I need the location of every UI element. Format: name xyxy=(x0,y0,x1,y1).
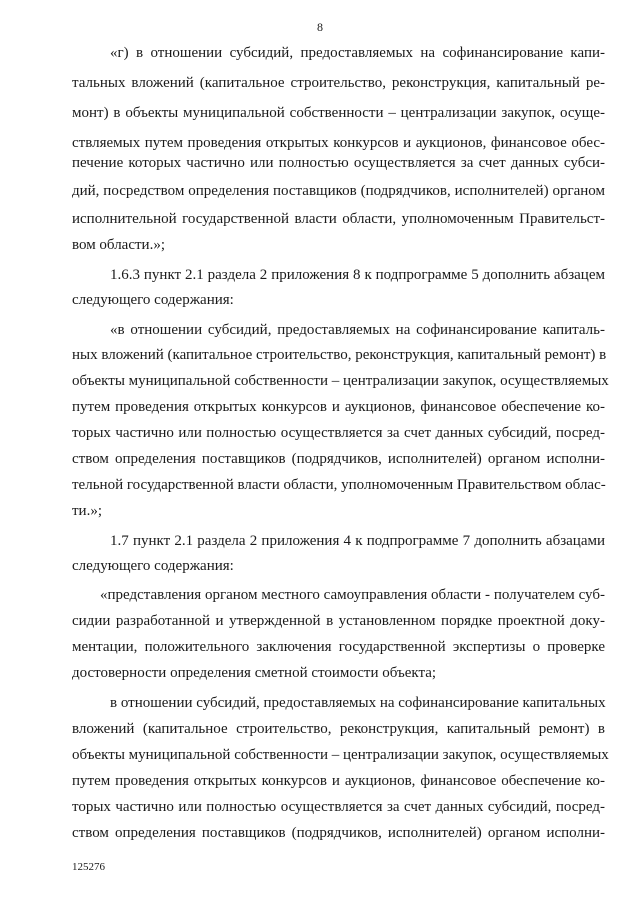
text-line: следующего содержания: xyxy=(72,558,234,574)
text-line: 1.6.3 пункт 2.1 раздела 2 приложения 8 к подпрограмме 5 дополнить абзацем xyxy=(110,267,605,283)
text-line: торых частично или полностью осуществляется за счет данных субсидий, посред- xyxy=(72,425,605,441)
text-line: исполнительной государственной власти области, уполномоченным Правительст- xyxy=(72,211,605,227)
text-line: путем проведения открытых конкурсов и аукционов, финансовое обеспечение ко- xyxy=(72,399,605,415)
text-line: объекты муниципальной собственности – централизации закупок, осуществляемых xyxy=(72,747,609,763)
text-line: сидии разработанной и утвержденной в установленном порядке проектной доку- xyxy=(72,613,605,629)
document-code: 125276 xyxy=(72,861,105,873)
text-line: ти.»; xyxy=(72,503,102,519)
text-line: «в отношении субсидий, предоставляемых на софинансирование капиталь- xyxy=(110,322,605,338)
text-line: печение которых частично или полностью осуществляется за счет данных субси- xyxy=(72,155,605,171)
text-line: ных вложений (капитальное строительство, реконструкция, капитальный ремонт) в xyxy=(72,347,607,363)
text-line: вложений (капитальное строительство, реконструкция, капитальный ремонт) в xyxy=(72,721,605,737)
text-line: дий, посредством определения поставщиков (подрядчиков, исполнителей) органом xyxy=(72,183,605,199)
page-number: 8 xyxy=(317,20,323,34)
text-line: тальных вложений (капитальное строительство, реконструкция, капитальный ре- xyxy=(72,75,605,91)
text-line: «представления органом местного самоуправления области - получателем суб- xyxy=(100,587,605,603)
text-line: объекты муниципальной собственности – централизации закупок, осуществляемых xyxy=(72,373,609,389)
text-line: монт) в объекты муниципальной собственности – централизации закупок, осуще- xyxy=(72,105,605,121)
text-line: путем проведения открытых конкурсов и аукционов, финансовое обеспечение ко- xyxy=(72,773,605,789)
text-line: тельной государственной власти области, уполномоченным Правительством облас- xyxy=(72,477,606,493)
text-line: ствляемых путем проведения открытых конкурсов и аукционов, финансовое обес- xyxy=(72,135,605,151)
text-line: 1.7 пункт 2.1 раздела 2 приложения 4 к подпрограмме 7 дополнить абзацами xyxy=(110,533,605,549)
text-line: ментации, положительного заключения государственной экспертизы о проверке xyxy=(72,639,605,655)
text-line: «г) в отношении субсидий, предоставляемых на софинансирование капи- xyxy=(110,45,605,61)
text-line: ством определения поставщиков (подрядчиков, исполнителей) органом исполни- xyxy=(72,825,605,841)
text-line: следующего содержания: xyxy=(72,292,234,308)
text-line: в отношении субсидий, предоставляемых на софинансирование капитальных xyxy=(110,695,606,711)
text-line: достоверности определения сметной стоимости объекта; xyxy=(72,665,437,681)
text-line: торых частично или полностью осуществляется за счет данных субсидий, посред- xyxy=(72,799,605,815)
text-line: ством определения поставщиков (подрядчиков, исполнителей) органом исполни- xyxy=(72,451,605,467)
text-line: вом области.»; xyxy=(72,237,165,253)
